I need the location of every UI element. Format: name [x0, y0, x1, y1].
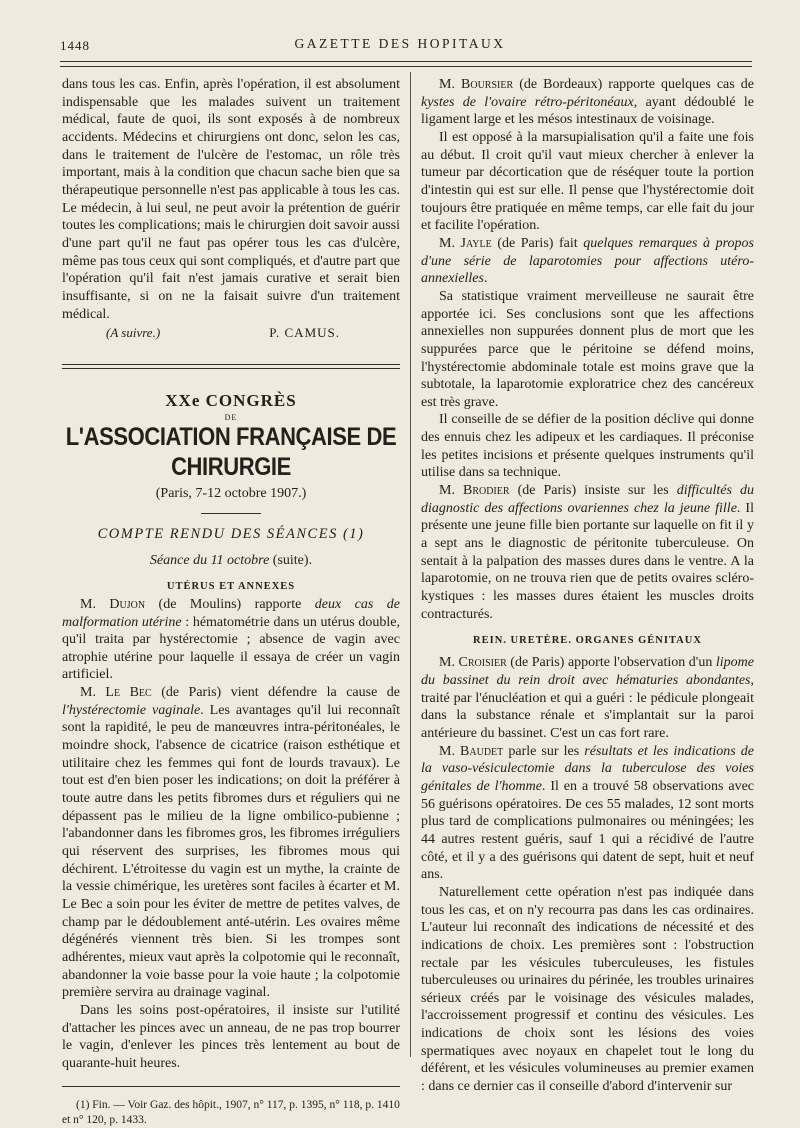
paragraph-croisier: [421, 654, 754, 742]
paragraph-lebec-soins: Dans les soins post-opératoires, il insiste sur l'utilité d'attacher les pinces avec un anneau, de ne pas trop bourrer le vagin, d'enlever les pinces très lentement au bout de quarante-huit heures.: [62, 1002, 400, 1071]
surgeon-name: M. Dujon: [80, 596, 146, 612]
communication-title: lipome du bassinet du rein droit avec hématuries abondantes: [421, 655, 754, 688]
congress-dates: (Paris, 7-12 octobre 1907.): [155, 485, 307, 501]
surgeon-name: M. Jayle: [439, 235, 492, 251]
congress-de: DE: [224, 412, 238, 422]
surgeon-city: (de Moulins) rapporte: [145, 596, 315, 612]
section-separator: [62, 364, 400, 369]
right-column: [421, 76, 754, 1096]
surgeon-city: (de Bordeaux) rapporte quelques cas de: [513, 77, 754, 92]
paragraph-text: , ayant dédoublé le ligament large et les mésos intestinaux de voisinage.: [421, 94, 754, 128]
section-heading-rein: REIN. URETÈRE. ORGANES GÉNITAUX: [473, 635, 702, 647]
author-name: P. CAMUS.: [269, 325, 340, 341]
page-number: 1448: [60, 38, 90, 53]
left-column: [62, 76, 400, 1128]
header-rule-bottom: [60, 66, 752, 67]
seance-suffix: (suite).: [269, 552, 313, 568]
column-divider: [410, 72, 411, 1057]
paragraph-baudet: [421, 743, 754, 884]
communication-title: difficultés du diagnostic des affections ovariennes chez la jeune fille: [421, 483, 754, 516]
congress-title: XXe CONGRÈS: [165, 390, 297, 410]
surgeon-city: (de Paris) insiste sur les: [509, 483, 677, 499]
article-signature: [62, 324, 400, 342]
surgeon-city: (de Paris) vient défendre la cause de: [151, 685, 400, 701]
paragraph-jayle-2: Sa statistique vraiment merveilleuse ne saurait être apportée ici. Ses conclusions sont que les affections annexielles non suppurées donnent plus de mort que les suppurées parce que le péritoine se défend moins, l'hystérectomie abdominale totale est moins grave que la subtotale, la laparotomie exploratrice chez des cancéreux est très grave.: [421, 288, 754, 410]
surgeon-city: (de Paris) apporte l'observation d'un: [506, 655, 716, 671]
article-continuation: dans tous les cas. Enfin, après l'opération, il est absolument indispensable que les malades suivent un traitement médical, faute de quoi, ils sont exposés à de nombreux accidents. Médecins et chirurgiens ont donc, selon les cas, dans le traitement de l'ulcère de l'estomac, un rôle très important, mais à la condition que chacun sache bien que sa thérapeutique personnelle n'est pas applicable à tous les cas. Le médecin, à lui seul, ne peut avoir la prétention de guérir toutes les complications; mais le chirurgien doit savoir aussi d'une part qu'il ne faut pas opérer tous les cas d'ulcère, même pas tous ceux qui sont compliqués, et d'autre part que l'opération qu'il fait n'est jamais curative et serait bien insuffisante, si on ne la faisait suivre d'un traitement médical.: [62, 77, 400, 322]
compte-rendu-heading: COMPTE RENDU DES SÉANCES (1): [97, 525, 365, 542]
surgeon-name: M. Croisier: [439, 655, 507, 671]
communication-title: deux cas de malformation utérine: [62, 596, 400, 630]
association-title: L'ASSOCIATION FRANÇAISE DE CHIRURGIE: [65, 421, 397, 481]
footnote: (1) Fin. — Voir Gaz. des hôpit., 1907, n° 117, p. 1395, n° 118, p. 1410 et n° 120, p. 1433.: [62, 1098, 400, 1126]
communication-title: l'hystérectomie vaginale: [62, 702, 201, 718]
header-rule-top: [60, 61, 752, 62]
section-heading-uterus: UTÉRUS ET ANNEXES: [166, 580, 296, 592]
paragraph-text: , traité par l'énucléation et qui a guéri : le pédicule plongeait dans la substance rénale et s'implantait sur la paroi antérieure du bassinet. C'est un cas fort rare.: [421, 673, 754, 741]
short-rule: [201, 513, 261, 514]
surgeon-name: M. Brodier: [439, 483, 510, 499]
paragraph-baudet-2: Naturellement cette opération n'est pas indiquée dans tous les cas, et on n'y recourra pas dans les cas ordinaires. L'auteur lui reconnaît des indications de nécessité et des indications de choix. Les premières sont : l'obstruction rectale par les vésicules tuberculeuses, les fistules tuberculeuses ou urinaires du périnée, les troubles urinaires sérieux créés par le voisinage des vésicules malades, l'accroissement progressif et continu des vésicules. Les indications de choix sont les lésions des voies spermatiques avec noyaux en chapelet tout le long du déférent, et les vésicules volumineuses au premier examen : dans ce dernier cas il conseille d'abord d'intervenir sur: [421, 884, 754, 1095]
seance-prefix: Séance du: [149, 552, 211, 568]
journal-title: GAZETTE DES HOPITAUX: [294, 36, 506, 51]
paragraph-jayle-3: Il conseille de se défier de la position déclive qui donne des ennuis chez les adipeux et les cardiaques. Il préconise les petites incisions et présente quelques instruments qu'il utilise dans sa technique.: [421, 412, 754, 481]
paragraph-text: . Il en a trouvé 58 observations avec 56 guérisons opératoires. De ces 55 malades, 12 sont morts plus tard de complications pulmonaires ou méningées; les 44 autres restent guéris, sauf 1 qui a récidivé de l'autre côté, et il y a des guérisons qui datent de sept, huit et neuf ans.: [421, 778, 755, 883]
paragraph-brodier: [421, 482, 754, 623]
surgeon-name: M. Le Bec: [80, 685, 152, 701]
paragraph-dujon: [62, 596, 400, 684]
to-be-continued: (A suivre.): [106, 325, 161, 341]
surgeon-name: M. Baudet: [439, 743, 504, 759]
surgeon-name: M. Boursier: [439, 77, 514, 92]
paragraph-boursier: [421, 76, 754, 129]
surgeon-city: parle sur les: [503, 743, 585, 759]
paragraph-text: . Il présente une jeune fille bien portante sur laquelle on fit il y a sept ans le diagnostic de péritonite tuberculeuse. On sentait à la palpation des masses dures dans le ventre. A la laparotomie, on ne trouva rien que de petits ovaires scléro-kystiques : les masses dures étaient les muscles droits contracturés.: [421, 500, 754, 622]
seance-date: 11 octobre: [210, 552, 270, 568]
paragraph-text: . Les avantages qu'il lui reconnaît sont la rapidité, le peu de manœuvres intra-péritonéales, le moindre shock, l'absence de cicatrice (raison esthétique et utilitaire chez les femmes qui font de lourds travaux). Le tout est d'en bien poser les indications; on doit la préférer à toute autre dans les petits fibromes durs et réguliers qui ne dépassent pas le milieu de la ligne ombilico-pubienne ; l'abandonner dans les fibromes gros, les fibromes irréguliers qui réservent des surprises, les fibromes mous qui déchirent. L'étroitesse du vagin est un mythe, la crainte de la vessie chimérique, les uretères sont faciles à écarter et M. Le Bec a soin pour les éviter de mettre de petites valves, de champ par le dédoublement anté-utérin. Les ovaires même dégénérés viennent très bien. Si les trompes sont adhérentes, mieux vaut après la colpotomie qui le reconnaît, abandonner la voie basse pour la voie haute ; la colpotomie première servira au drainage vaginal.: [62, 702, 400, 1001]
paragraph-jayle: [421, 235, 754, 288]
paragraph-text: : hématométrie dans un utérus double, qu'il traita par hystérectomie ; absence de vagin avec atrophie utérine pour laquelle il essaya de créer un vagin artificiel.: [62, 614, 400, 683]
communication-title: kystes de l'ovaire rétro-péritonéaux: [421, 94, 634, 110]
seance-heading: [62, 552, 400, 570]
communication-title: résultats et les indications de la vaso-vésiculectomie dans la tuberculose des voies génitales de l'homme: [421, 743, 754, 794]
paragraph-lebec: [62, 684, 400, 1002]
surgeon-city: (de Paris) fait: [491, 235, 584, 251]
paragraph-boursier-2: Il est opposé à la marsupialisation qu'il a faite une fois au début. Il croit qu'il vaut mieux chercher à enlever la tumeur par décortication que de réséquer toute la portion d'intestin qui est sur elle. Il pense que l'hystérectomie doit toujours être pratiquée en même temps, car elle fait du jour et facilite l'opération.: [421, 129, 754, 234]
communication-title: quelques remarques à propos d'une série de laparotomies pour affections utéro-annexielles: [421, 235, 754, 287]
paragraph-text: .: [483, 271, 488, 287]
footnote-rule: [62, 1086, 400, 1087]
